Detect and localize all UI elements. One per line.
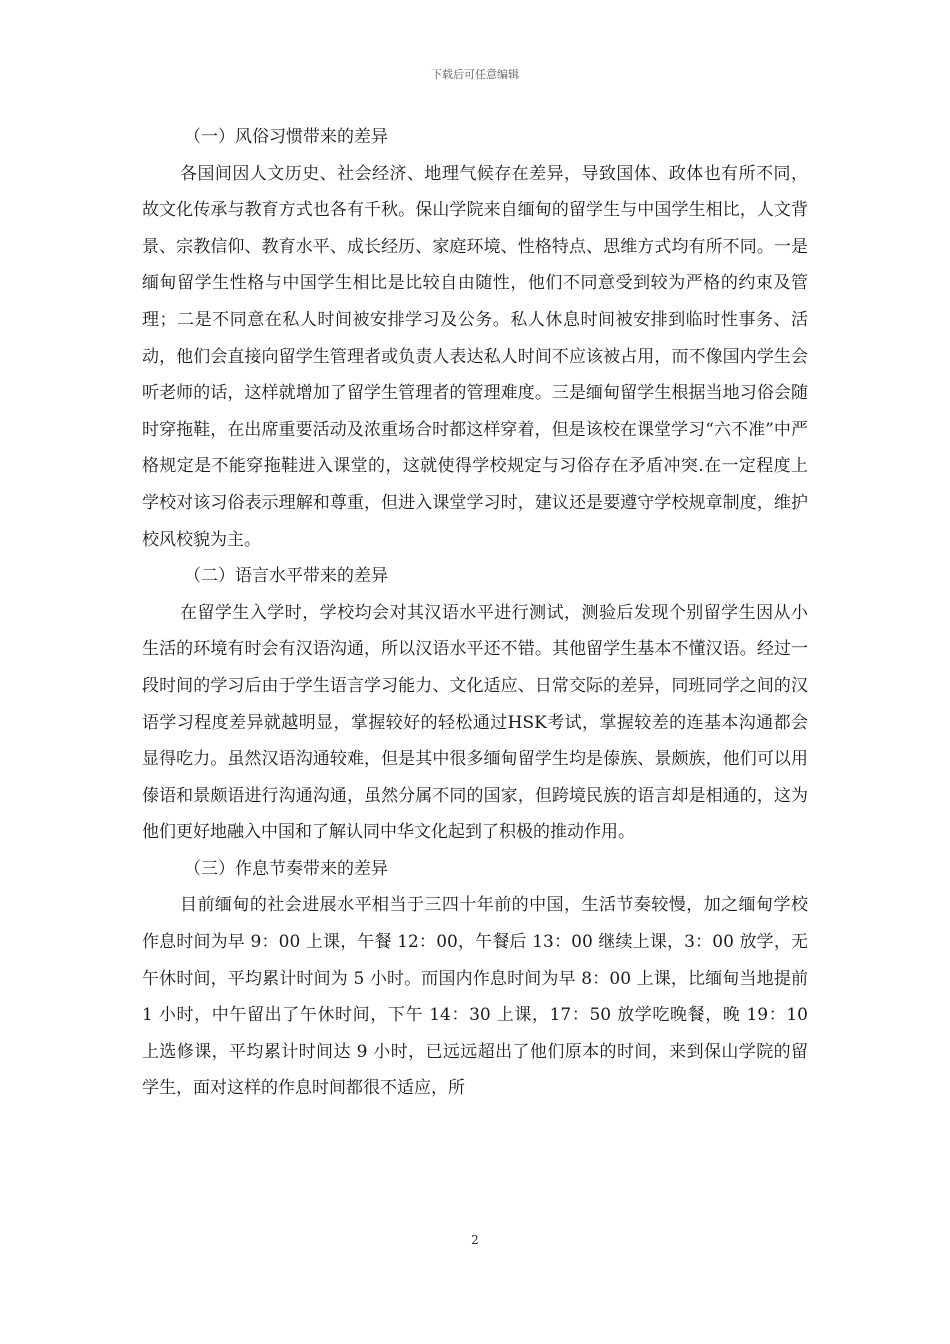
page-header: 下载后可任意编辑 — [431, 68, 519, 81]
section-paragraph-3: 目前缅甸的社会进展水平相当于三四十年前的中国，生活节奏较慢，加之缅甸学校作息时间为早 9：00 上课，午餐 12：00，午餐后 13：00 继续上课，3：00 放学，无午休时间，平均累计时间为 5 小时。而国内作息时间为早 8：00 上课，比缅甸当地提前 1 小时，中午留出了午休时间，下午 14：30 上课，17：50 放学吃晚餐，晚 19：10 上选修课，平均累计时间达 9 小时，已远远超出了他们原本的时间，来到保山学院的留学生，面对这样的作息时间都很不适应，所 — [142, 895, 808, 1099]
document-body — [142, 119, 808, 1107]
page-number: 2 — [471, 1233, 479, 1247]
section-heading-2: （二）语言水平带来的差异 — [184, 566, 388, 587]
section-heading-1: （一）风俗习惯带来的差异 — [184, 127, 388, 147]
section-heading-3: （三）作息节奏带来的差异 — [184, 858, 388, 879]
section-paragraph-2: 在留学生入学时，学校均会对其汉语水平进行测试，测验后发现个别留学生因从小生活的环境有时会有汉语沟通，所以汉语水平还不错。其他留学生基本不懂汉语。经过一段时间的学习后由于学生语言学习能力、文化适应、日常交际的差异，同班同学之间的汉语学习程度差异就越明显，掌握较好的轻松通过HSK考试，掌握较差的连基本沟通都会显得吃力。虽然汉语沟通较难，但是其中很多缅甸留学生均是傣族、景颇族，他们可以用傣语和景颇语进行沟通沟通，虽然分属不同的国家，但跨境民族的语言却是相通的，这为他们更好地融入中国和了解认同中华文化起到了积极的推动作用。 — [142, 602, 808, 843]
section-paragraph-1: 各国间因人文历史、社会经济、地理气候存在差异，导致国体、政体也有所不同，故文化传承与教育方式也各有千秋。保山学院来自缅甸的留学生与中国学生相比，人文背景、宗教信仰、教育水平、成长经历、家庭环境、性格特点、思维方式均有所不同。一是缅甸留学生性格与中国学生相比是比较自由随性，他们不同意受到较为严格的约束及管理；二是不同意在私人时间被安排学习及公务。私人休息时间被安排到临时性事务、活动，他们会直接向留学生管理者或负责人表达私人时间不应该被占用，而不像国内学生会听老师的话，这样就增加了留学生管理者的管理难度。三是缅甸留学生根据当地习俗会随时穿拖鞋，在出席重要活动及浓重场合时都这样穿着，但是该校在课堂学习“六不准”中严格规定是不能穿拖鞋进入课堂的，这就使得学校规定与习俗存在矛盾冲突.在一定程度上学校对该习俗表示理解和尊重，但进入课堂学习时，建议还是要遵守学校规章制度，维护校风校貌为主。 — [142, 163, 808, 550]
